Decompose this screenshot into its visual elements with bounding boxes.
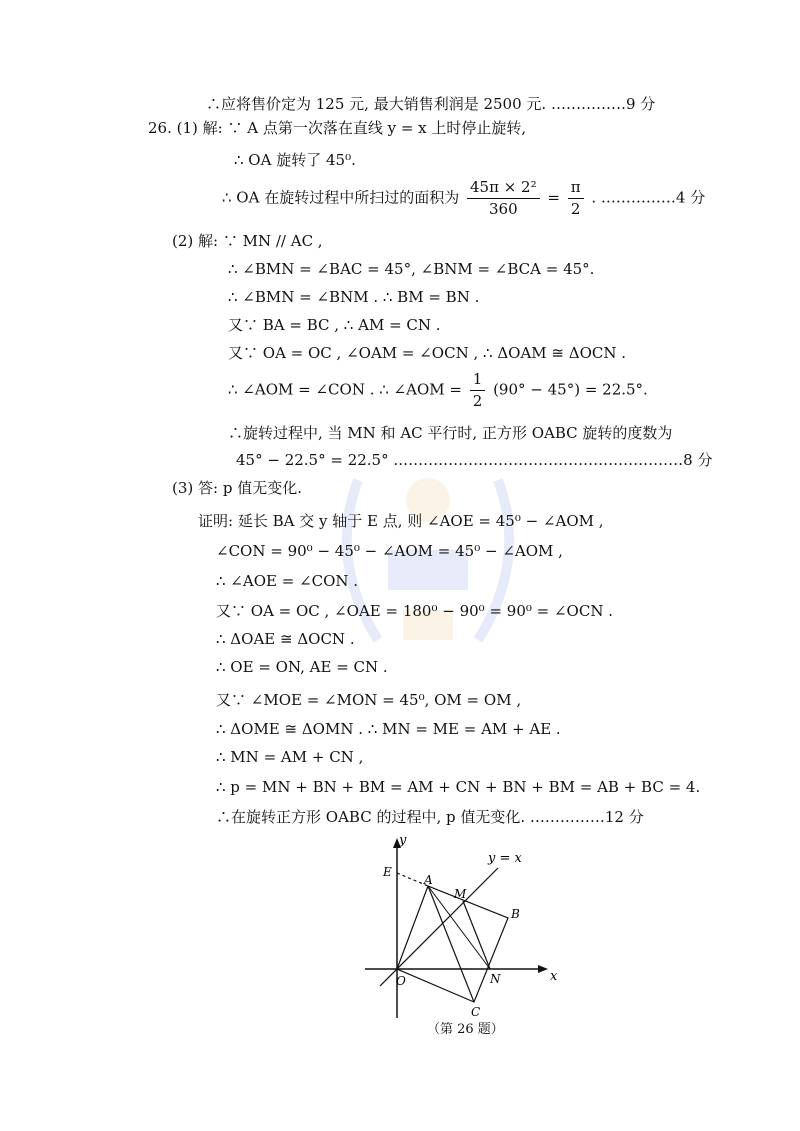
sales-conclusion-line: ∴应将售价定为 125 元, 最大销售利润是 2500 元. ……………9 分 [206, 95, 656, 113]
x-axis-arrow [538, 965, 548, 973]
half-fraction [470, 370, 486, 411]
q26-part2-line6: ∴旋转过程中, 当 MN 和 AC 平行时, 正方形 OABC 旋转的度数为 [228, 424, 673, 442]
figure-caption: （第 26 题） [427, 1022, 504, 1037]
q26-part3-line10: ∴ p = MN + BN + BM = AM + CN + BN + BM = AB + BC = 4. [216, 778, 701, 796]
segment-MN [463, 901, 490, 969]
q26-part3-line4: 又∵ OA = OC , ∠OAE = 180⁰ − 90⁰ = 90⁰ = ∠OCN . [216, 602, 613, 620]
q26-part3-line1: 证明: 延长 BA 交 y 轴于 E 点, 则 ∠AOE = 45⁰ − ∠AOM , [198, 512, 604, 530]
q26-part2-heading: (2) 解: ∵ MN // AC , [172, 232, 323, 250]
label-y: y [399, 833, 407, 848]
area-fraction-numerator: 45π × 2² [467, 178, 540, 199]
label-B: B [511, 907, 520, 921]
q26-part3-heading: (3) 答: p 值无变化. [172, 479, 302, 497]
q26-part3-line8: ∴ ΔOME ≅ ΔOMN . ∴ MN = ME = AM + AE . [216, 720, 561, 738]
area-equals: = [547, 188, 560, 207]
label-N: N [490, 972, 501, 986]
q26-part3-line2: ∠CON = 90⁰ − 45⁰ − ∠AOM = 45⁰ − ∠AOM , [216, 542, 563, 560]
area-result-numerator: π [568, 178, 584, 199]
area-fraction-denominator: 360 [488, 200, 518, 218]
q26-part2-line4: 又∵ OA = OC , ∠OAM = ∠OCN , ∴ ΔOAM ≅ ΔOCN . [228, 344, 627, 362]
q26-part3-line3: ∴ ∠AOE = ∠CON . [216, 572, 359, 590]
q26-part3-line9: ∴ MN = AM + CN , [216, 748, 364, 766]
area-fraction [467, 178, 540, 219]
area-result-fraction [568, 178, 584, 219]
q26-part1-line2: ∴ OA 旋转了 45⁰. [234, 151, 356, 169]
q26-part2-line2: ∴ ∠BMN = ∠BNM . ∴ BM = BN . [228, 288, 480, 306]
angle-result: (90° − 45°) = 22.5°. [493, 380, 648, 399]
area-text: ∴ OA 在旋转过程中所扫过的面积为 [222, 188, 460, 207]
q26-part3-line11: ∴在旋转正方形 OABC 的过程中, p 值无变化. ……………12 分 [216, 808, 644, 826]
label-E: E [383, 865, 392, 879]
label-y-equals-x: y = x [488, 851, 522, 866]
q26-part2-line7: 45° − 22.5° = 22.5° .…………………………………………………8 分 [236, 451, 713, 469]
half-numerator: 1 [470, 370, 486, 391]
label-x: x [550, 969, 558, 984]
q26-part2-angle-line [228, 370, 648, 411]
angle-text: ∴ ∠AOM = ∠CON . ∴ ∠AOM = [228, 380, 462, 399]
label-O: O [396, 974, 406, 988]
half-denominator: 2 [472, 392, 483, 410]
q26-part1-line1: 26. (1) 解: ∵ A 点第一次落在直线 y = x 上时停止旋转, [148, 119, 527, 137]
q26-part3-line7: 又∵ ∠MOE = ∠MON = 45⁰, OM = OM , [216, 691, 522, 709]
q26-part2-line1: ∴ ∠BMN = ∠BAC = 45°, ∠BNM = ∠BCA = 45°. [228, 260, 595, 278]
geometry-figure [350, 828, 570, 1028]
q26-part3-line6: ∴ OE = ON, AE = CN . [216, 658, 388, 676]
label-M: M [454, 887, 467, 901]
q26-part1-area-line [222, 178, 705, 219]
area-result-denominator: 2 [570, 200, 581, 218]
q26-part3-line5: ∴ ΔOAE ≅ ΔOCN . [216, 630, 355, 648]
q26-part2-line3: 又∵ BA = BC , ∴ AM = CN . [228, 316, 441, 334]
area-score: . ……………4 分 [591, 188, 706, 207]
label-A: A [424, 873, 433, 887]
label-C: C [471, 1005, 481, 1019]
